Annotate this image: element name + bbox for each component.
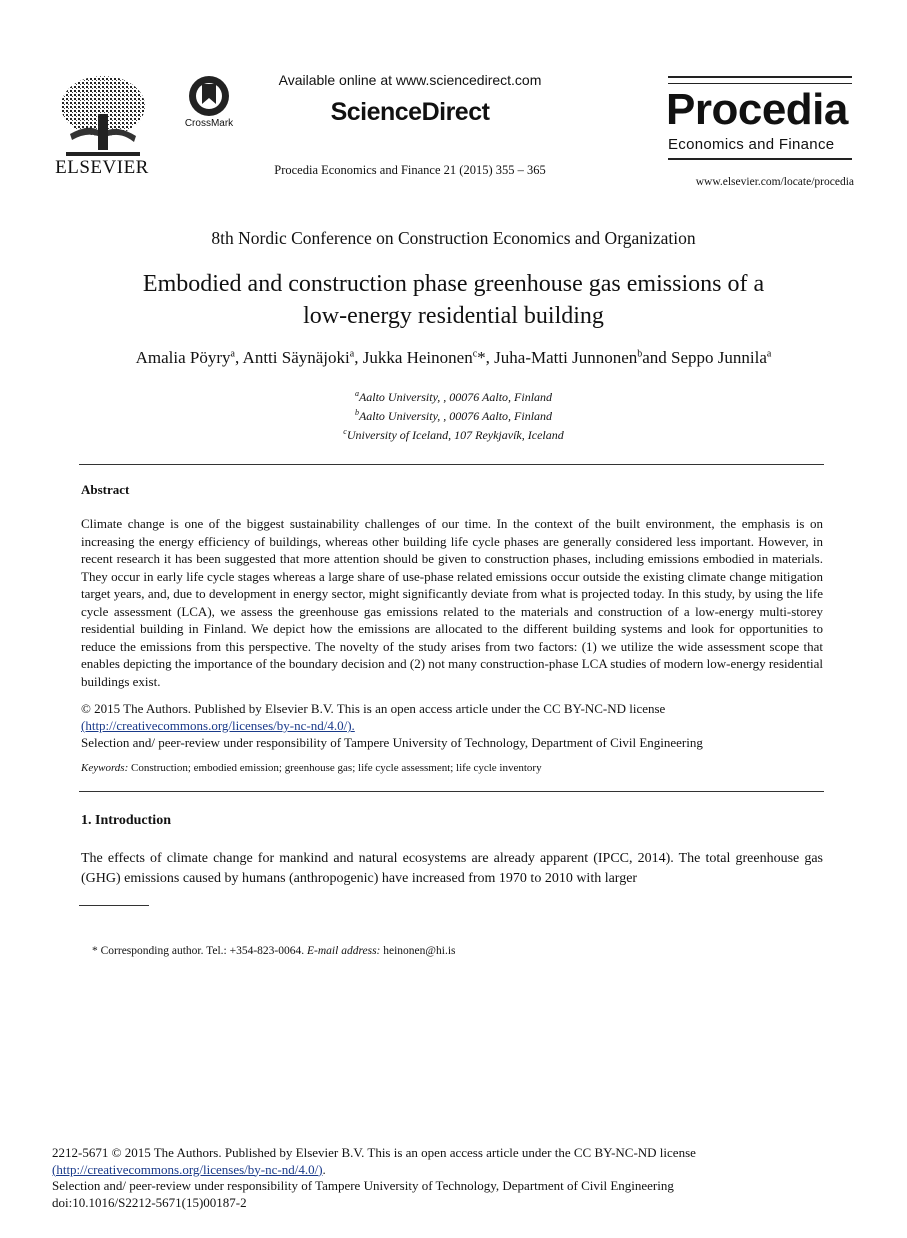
affiliation-text: Aalto University, , 00076 Aalto, Finland [358, 390, 553, 404]
paper-title-line-2: low-energy residential building [303, 303, 604, 329]
author-separator: , [354, 348, 363, 367]
license-line: © 2015 The Authors. Published by Elsevier B.V. This is an open access article under the CC BY-NC-ND license [81, 701, 666, 716]
sciencedirect-wordmark: ScienceDirect [330, 98, 490, 126]
affiliation-marker: a [354, 389, 359, 398]
affiliation-text: University of Iceland, 107 Reykjavík, Iceland [346, 428, 564, 442]
license-block [81, 700, 823, 751]
author-name: Jukka Heinonen [362, 348, 473, 367]
keywords [81, 762, 823, 774]
elsevier-tree-logo [58, 74, 148, 156]
issn-line: 2212-5671 © 2015 The Authors. Published by Elsevier B.V. This is an open access article under the CC BY-NC-ND license [52, 1145, 696, 1160]
crossmark-label: CrossMark [184, 118, 234, 129]
author-name: and Seppo Junnila [642, 348, 767, 367]
abstract-body: Climate change is one of the biggest sustainability challenges of our time. In the context of the built environment, the emphasis is on increasing the energy efficiency of buildings, whereas other building life cycle phases are generally considered less important. However, in recent research it has been suggested that more attention should be given to construction phases, including emissions embodied in materials. They occur in early life cycle stages whereas a large share of use-phase related emissions occur outside the existing climate change mitigation target years, and, due to development in energy sector, might significantly deviate from what is projected today. In this study, by using the life cycle assessment (LCA), we assess the greenhouse gas emissions related to the materials and construction of a low-energy multi-storey residential building in Finland. We depict how the emissions are allocated to the different building systems and look for opportunities to reduce the emissions from this perspective. The novelty of the study arises from two factors: (1) we utilize the wide assessment scope that enables depicting the importance of the boundary decision and (2) not many construction-phase LCA studies of modern low-energy residential buildings exist. [81, 516, 824, 689]
section-heading: 1. Introduction [81, 813, 171, 828]
author-affiliation-marker: a [230, 348, 235, 360]
abstract-heading: Abstract [81, 482, 130, 497]
affiliation-item [0, 405, 907, 424]
email-label: E-mail address: [307, 945, 381, 957]
author-name: Antti Säynäjoki [242, 348, 350, 367]
author-affiliation-marker: b [637, 348, 643, 360]
author-list [0, 348, 907, 368]
conference-name: 8th Nordic Conference on Construction Economics and Organization [211, 228, 696, 248]
license-link[interactable]: (http://creativecommons.org/licenses/by-nc-nd/4.0/) [52, 1161, 323, 1177]
affiliation-item [0, 386, 907, 405]
author-separator: , [234, 348, 243, 367]
affiliation-item [0, 424, 907, 443]
author-name: Amalia Pöyry [135, 348, 231, 367]
email-address[interactable]: heinonen@hi.is [380, 945, 456, 957]
peer-review-line: Selection and/ peer-review under responsibility of Tampere University of Technology, Department of Civil Engineering [52, 1178, 674, 1193]
footnote [92, 945, 812, 957]
author-name: Juha-Matti Junnonen [494, 348, 638, 367]
affiliation-marker: b [354, 408, 359, 417]
author-affiliation-marker: c [472, 348, 478, 360]
section-body: The effects of climate change for mankind and natural ecosystems are already apparent (IPCC, 2014). The total greenhouse gas (GHG) emissions caused by humans (anthropogenic) have increased from 1970 to 2010 with larger [81, 851, 823, 886]
journal-subtitle: Economics and Finance [668, 136, 835, 153]
author-separator: *, [477, 348, 495, 367]
publisher-wordmark: ELSEVIER [55, 157, 149, 178]
divider [79, 464, 824, 465]
keywords-label: Keywords: [81, 762, 129, 774]
peer-review-line: Selection and/ peer-review under responsibility of Tampere University of Technology, Department of Civil Engineering [81, 735, 703, 750]
doi-line[interactable]: doi:10.1016/S2212-5671(15)00187-2 [52, 1194, 247, 1210]
publication-info [52, 1145, 852, 1211]
journal-brand: Procedia [666, 85, 848, 134]
affiliation-marker: c [343, 427, 347, 436]
journal-reference: Procedia Economics and Finance 21 (2015) 355 – 365 [274, 163, 546, 177]
footnote-rule [79, 905, 149, 906]
affiliation-list [0, 386, 907, 443]
divider [79, 791, 824, 792]
journal-brand-rule-bottom [668, 158, 852, 160]
affiliation-text: Aalto University, , 00076 Aalto, Finland [358, 409, 553, 423]
journal-url-link[interactable]: www.elsevier.com/locate/procedia [695, 176, 854, 188]
author-affiliation-marker: a [349, 348, 355, 360]
punctuation: . [322, 1161, 326, 1177]
author-affiliation-marker: a [766, 348, 772, 360]
available-online-text: Available online at www.sciencedirect.com [278, 72, 542, 88]
footnote-text: * Corresponding author. Tel.: +354-823-0064. [92, 945, 308, 957]
paper-title [0, 268, 907, 332]
journal-brand-rule-top [668, 76, 852, 84]
paper-title-line-1: Embodied and construction phase greenhouse gas emissions of a [142, 271, 765, 297]
keywords-list: Construction; embodied emission; greenhouse gas; life cycle assessment; life cycle inventory [128, 762, 542, 774]
license-link[interactable]: (http://creativecommons.org/licenses/by-nc-nd/4.0/). [81, 718, 355, 733]
